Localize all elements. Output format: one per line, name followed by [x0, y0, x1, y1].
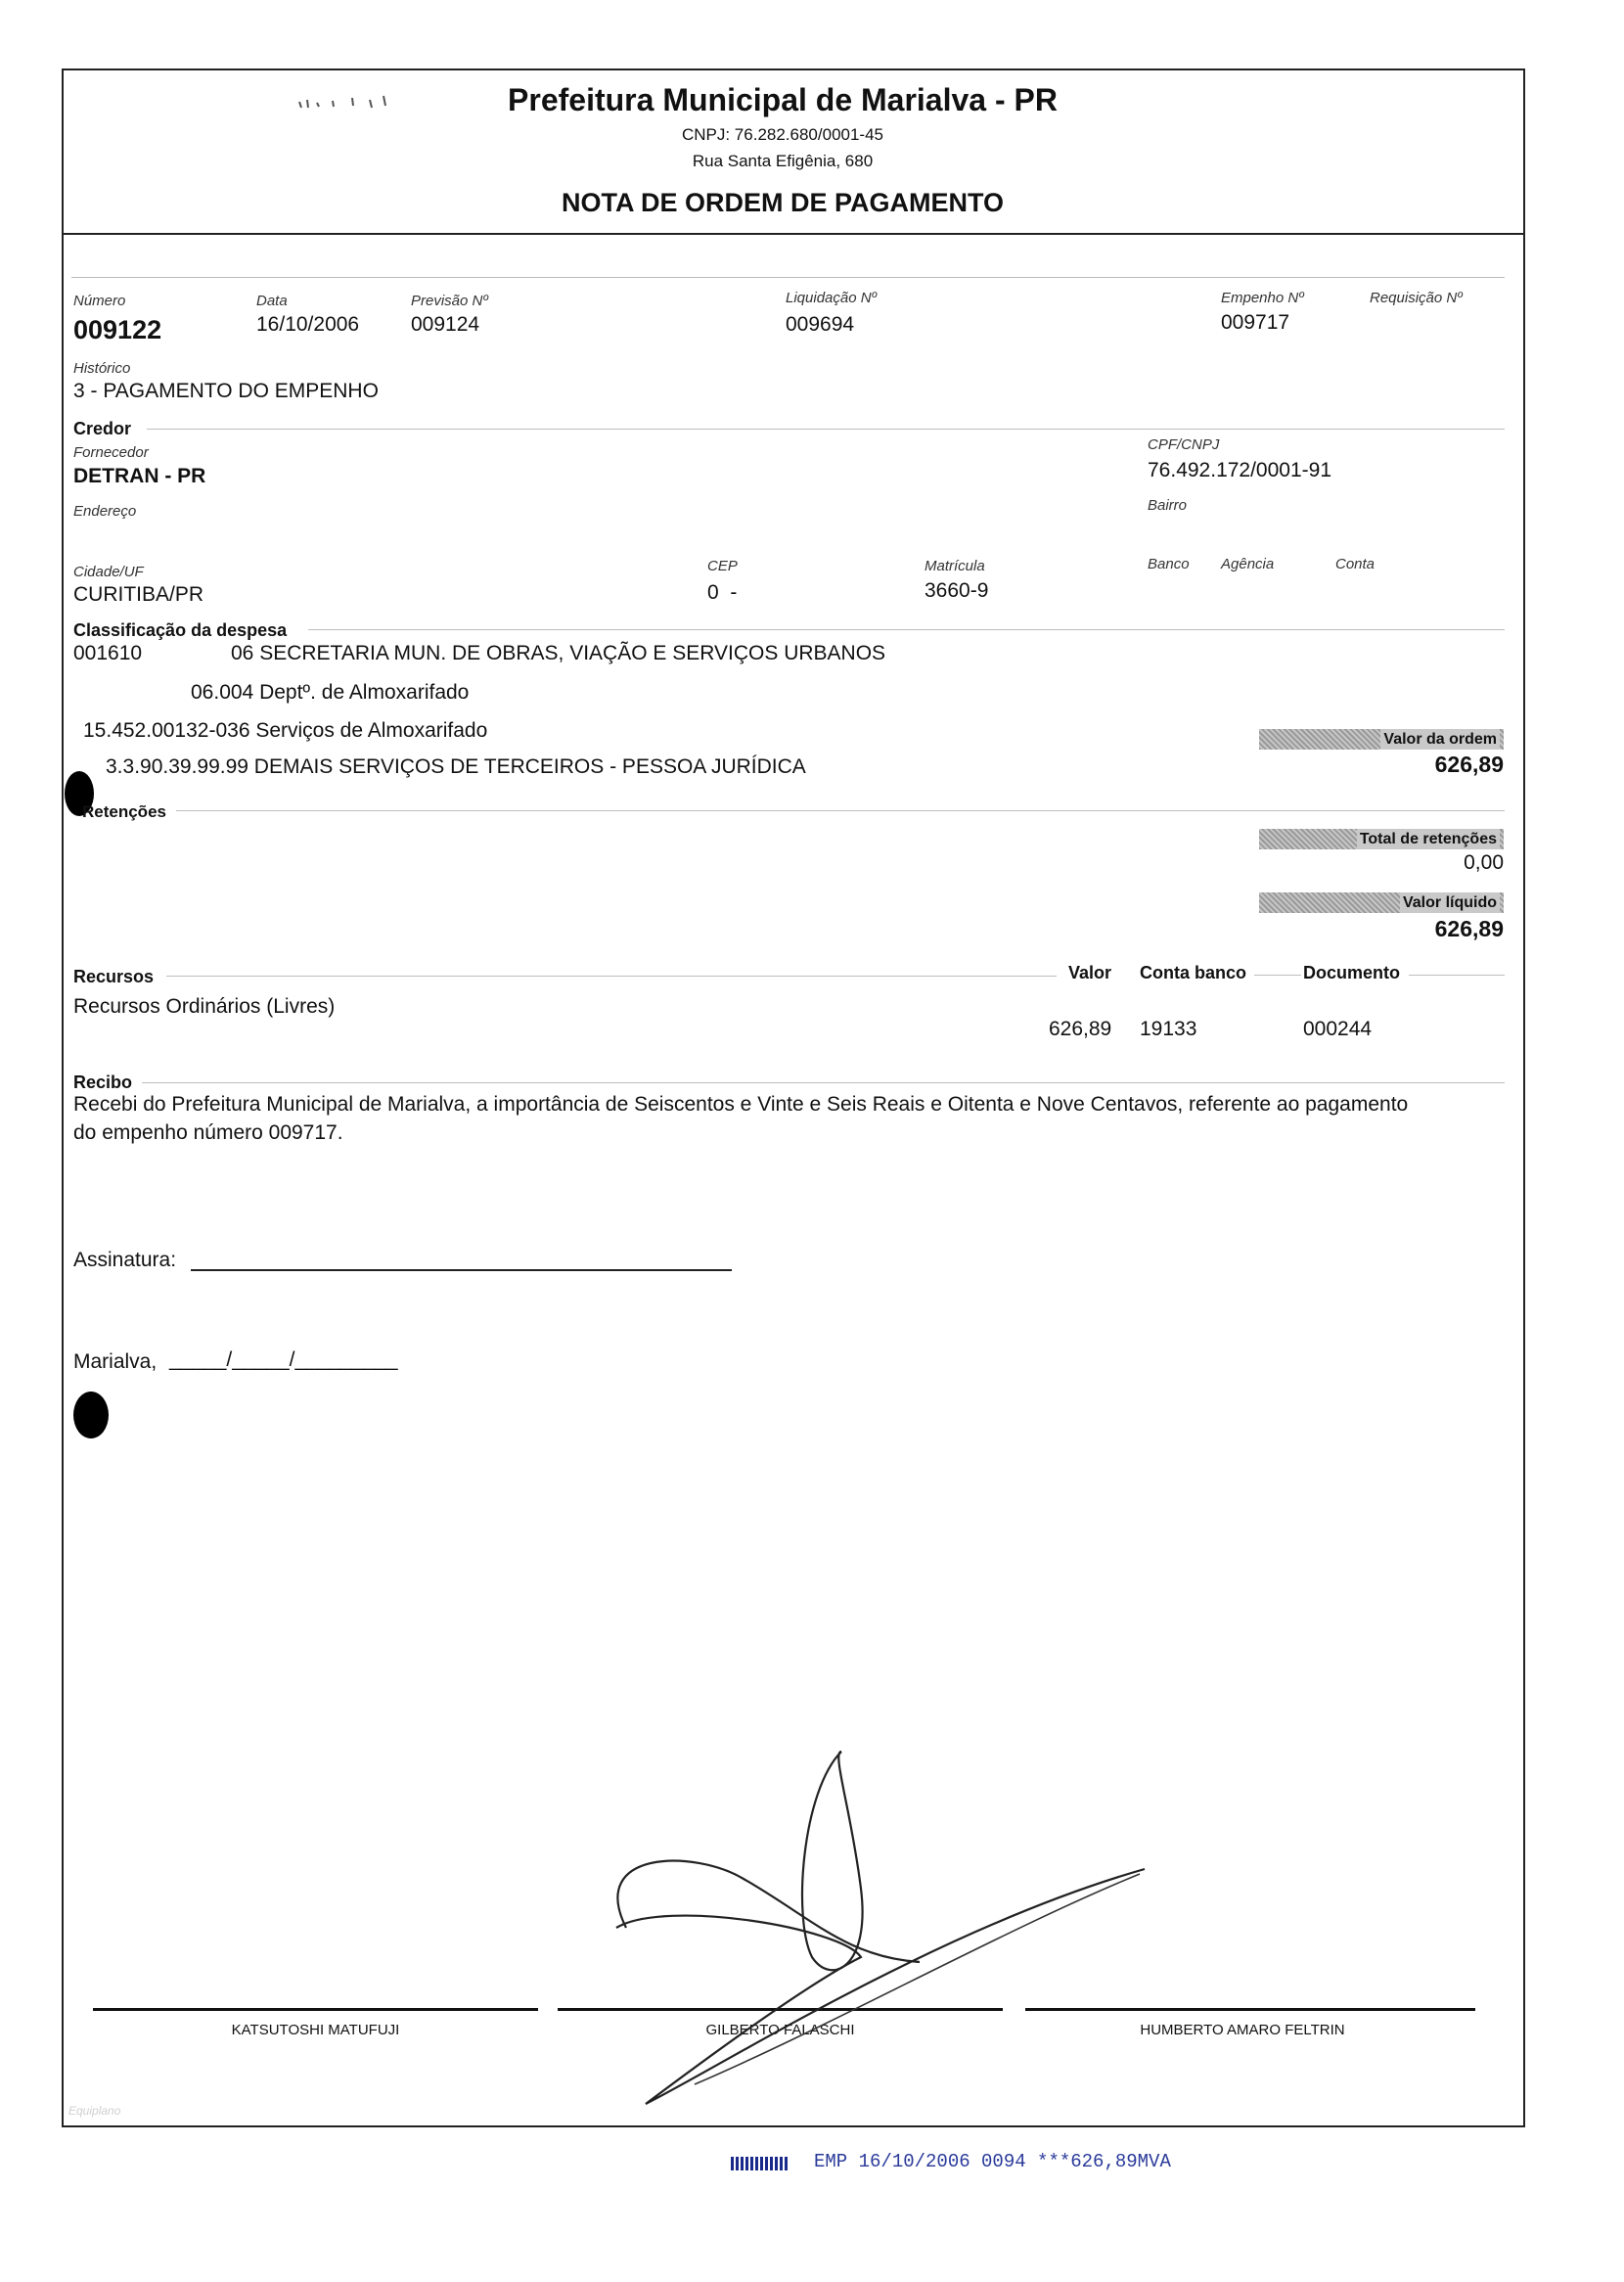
- retencoes-bar: [1259, 829, 1504, 849]
- section-rule: [308, 629, 1505, 630]
- classificacao-natureza: 3.3.90.39.99.99 DEMAIS SERVIÇOS DE TERCEIROS - PESSOA JURÍDICA: [106, 755, 806, 778]
- recibo-text-line2: do empenho número 009717.: [73, 1121, 343, 1144]
- header-cnpj: CNPJ: 76.282.680/0001-45: [681, 125, 884, 144]
- section-rule: [142, 1082, 1505, 1083]
- cidade-label: Cidade/UF: [73, 564, 144, 580]
- signatory-1: KATSUTOSHI MATUFUJI: [231, 2022, 400, 2038]
- liquidacao-value: 009694: [786, 313, 855, 336]
- section-rule: [166, 976, 1057, 977]
- matricula-label: Matrícula: [925, 558, 985, 574]
- handwritten-signature: [587, 1732, 1174, 2123]
- total-retencoes-value: 0,00: [1464, 851, 1504, 874]
- historico-value: 3 - PAGAMENTO DO EMPENHO: [73, 380, 379, 402]
- hole-punch-mark: [73, 1392, 109, 1438]
- valor-ordem-bar: [1259, 729, 1504, 750]
- bairro-label: Bairro: [1148, 497, 1188, 514]
- requisicao-label: Requisição Nº: [1370, 290, 1463, 306]
- recursos-documento-label: Documento: [1303, 963, 1400, 982]
- agencia-label: Agência: [1221, 556, 1275, 572]
- previsao-label: Previsão Nº: [411, 293, 488, 309]
- empenho-label: Empenho Nº: [1221, 290, 1304, 306]
- classificacao-code: 001610: [73, 642, 143, 664]
- assinatura-line: [191, 1269, 732, 1271]
- header-divider: [62, 233, 1523, 235]
- signatory-2: GILBERTO FALASCHI: [705, 2022, 855, 2038]
- empenho-value: 009717: [1221, 311, 1290, 334]
- section-rule: [1254, 975, 1301, 976]
- recibo-section: Recibo: [73, 1073, 133, 1092]
- valor-liquido-value: 626,89: [1434, 916, 1504, 941]
- numero-value: 009122: [73, 315, 162, 344]
- recursos-section: Recursos: [73, 967, 155, 986]
- section-rule: [147, 429, 1505, 430]
- section-rule: [1409, 975, 1505, 976]
- assinatura-label: Assinatura:: [73, 1249, 177, 1271]
- historico-label: Histórico: [73, 360, 131, 377]
- cpf-label: CPF/CNPJ: [1148, 436, 1220, 453]
- valor-liquido-label: Valor líquido: [1400, 892, 1500, 913]
- liquidacao-label: Liquidação Nº: [786, 290, 878, 306]
- recibo-text-line1: Recebi do Prefeitura Municipal de Marialva, a importância de Seiscentos e Vinte e Seis Reais e Oitenta e Nove Centavos, referente ao pagamento: [73, 1093, 1409, 1116]
- recursos-valor: 626,89: [1049, 1018, 1112, 1040]
- signature-line: [93, 2008, 538, 2011]
- valor-ordem-value: 626,89: [1434, 752, 1504, 777]
- recursos-documento: 000244: [1303, 1018, 1373, 1040]
- header-address: Rua Santa Efigênia, 680: [692, 152, 874, 170]
- conta-label: Conta: [1335, 556, 1376, 572]
- recursos-descricao: Recursos Ordinários (Livres): [73, 995, 336, 1018]
- data-label: Data: [256, 293, 288, 309]
- page-title: Prefeitura Municipal de Marialva - PR: [508, 82, 1058, 117]
- recursos-conta-label: Conta banco: [1140, 963, 1247, 982]
- matricula-value: 3660-9: [925, 579, 989, 602]
- cpf-value: 76.492.172/0001-91: [1148, 459, 1332, 481]
- stamp-barcode: [731, 2157, 789, 2170]
- data-value: 16/10/2006: [256, 313, 360, 336]
- banco-label: Banco: [1148, 556, 1190, 572]
- classificacao-orgao: 06 SECRETARIA MUN. DE OBRAS, VIAÇÃO E SERVIÇOS URBANOS: [231, 642, 886, 664]
- fornecedor-value: DETRAN - PR: [73, 465, 206, 487]
- date-blank: _____/_____/_________: [169, 1348, 398, 1371]
- faint-software-label: Equiplano: [68, 2104, 121, 2118]
- previsao-value: 009124: [411, 313, 480, 336]
- cep-value: 0 -: [707, 581, 738, 604]
- local-label: Marialva,: [73, 1350, 158, 1373]
- valor-ordem-label: Valor da ordem: [1380, 729, 1500, 750]
- row-rule: [71, 277, 1505, 278]
- classificacao-funcional: 15.452.00132-036 Serviços de Almoxarifado: [83, 719, 488, 742]
- fornecedor-label: Fornecedor: [73, 444, 149, 461]
- signatory-3: HUMBERTO AMARO FELTRIN: [1140, 2022, 1345, 2038]
- section-rule: [176, 810, 1505, 811]
- cep-label: CEP: [707, 558, 738, 574]
- recursos-valor-label: Valor: [1068, 963, 1112, 982]
- credor-section: Credor: [73, 419, 132, 438]
- cidade-value: CURITIBA/PR: [73, 583, 204, 606]
- endereco-label: Endereço: [73, 503, 137, 520]
- document-title: NOTA DE ORDEM DE PAGAMENTO: [561, 188, 1004, 217]
- payment-stamp: EMP 16/10/2006 0094 ***626,89MVA: [814, 2151, 1171, 2172]
- classificacao-unidade: 06.004 Deptº. de Almoxarifado: [191, 681, 470, 704]
- total-retencoes-label: Total de retenções: [1357, 829, 1500, 849]
- valor-liquido-bar: [1259, 892, 1504, 913]
- numero-label: Número: [73, 293, 126, 309]
- recursos-conta: 19133: [1140, 1018, 1197, 1040]
- classificacao-section: Classificação da despesa: [73, 620, 288, 640]
- retencoes-section: Retenções: [82, 802, 166, 821]
